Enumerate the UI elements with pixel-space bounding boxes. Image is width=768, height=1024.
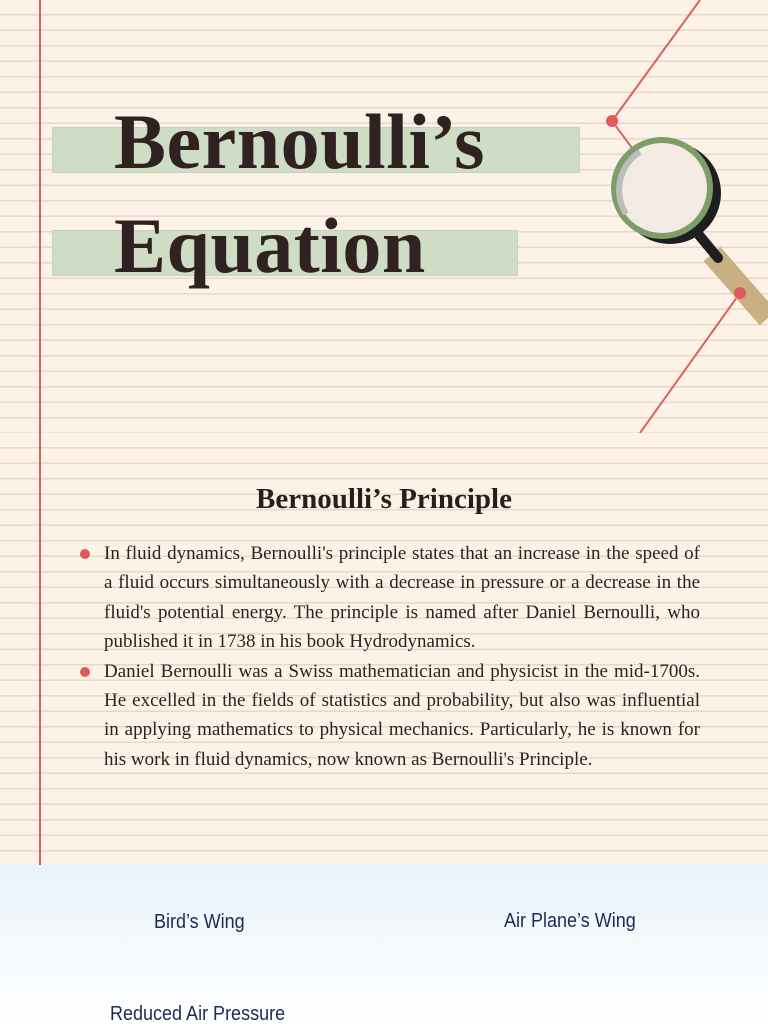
bullet-item: [80, 539, 700, 657]
wings-slide: [0, 865, 768, 1024]
section-heading: Bernoulli’s Principle: [256, 483, 512, 515]
principle-slide: [0, 433, 768, 865]
title-line-1: Bernoulli’s: [114, 98, 485, 185]
bullet-text: Daniel Bernoulli was a Swiss mathematician and physicist in the mid-1700s. He excelled in the fields of statistics and probability, but also was influential in applying mathematics to physical mechanics. Particularly, he is known for his work in fluid dynamics, now known as Bernoulli's Principle.: [104, 660, 700, 770]
airplane-wing-label: Air Plane’s Wing: [504, 910, 636, 932]
bullet-list: [80, 539, 700, 774]
bullet-item: [80, 657, 700, 775]
title-slide: [0, 0, 768, 433]
reduced-pressure-label: Reduced Air Pressure: [110, 1003, 286, 1024]
zigzag-dot-top: [606, 115, 618, 127]
magnifier-illustration: [0, 0, 768, 433]
bullet-dot-icon: [80, 667, 90, 677]
bullet-text: In fluid dynamics, Bernoulli's principle states that an increase in the speed of a fluid occurs simultaneously with a decrease in pressure or a decrease in the fluid's potential energy. The principle is named after Daniel Bernoulli, who published it in 1738 in his book Hydrodynamics.: [104, 543, 700, 653]
zigzag-dot-bottom: [734, 287, 746, 299]
birds-wing-label: Bird’s Wing: [154, 911, 245, 933]
magnifier-handle: [712, 254, 768, 318]
title-line-2: Equation: [114, 202, 426, 289]
bullet-dot-icon: [80, 549, 90, 559]
